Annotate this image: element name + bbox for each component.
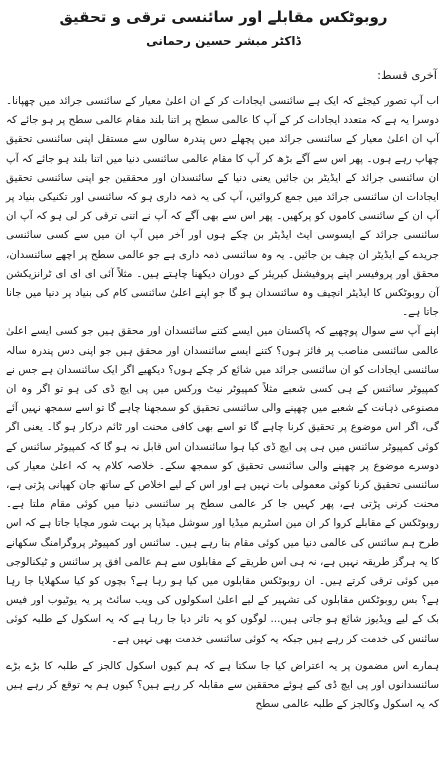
article-author: ڈاکٹر مبشر حسین رحمانی [146,34,301,48]
paragraph-1: اب آپ تصور کیجئے کہ ایک ہے سائنسی ایجادات کر کے ان اعلیٰ معیار کے سائنسی جرائد میں چھپانا۔ دوسرا یہ ہے کہ متعدد ایجادات کر کے آپ کا عالمی سطح پر اتنا بلند مقام عالمی سطح پر ہو جائے کہ آپ ان اعلیٰ معیار کے سائنسی جرائد میں پچھلے دس پندرہ سالوں سے مستقل اپنی سائنسی تحقیق چھاپ رہے ہوں۔ پھر اس سے آگے بڑھ کر آپ کا مقام عالمی سائنسی دنیا میں اتنا بلند ہو جائے کہ آپ ان سائنسی جرائد کے ایڈیٹر بن جائیں یعنی دنیا کے سائنسدان اور محققین جو اپنی سائنسی تحقیق ایجادات ان سائنسی جرائد میں جمع کروائیں، آپ کی یہ ذمہ داری ہو کہ سائنسی اور تکنیکی بنیاد پر آپ ان کے سائنسی کاموں کو پرکھیں۔ پھر اس سے بھی آگے کہ آپ نے اتنی ترقی کر لی ہو کہ آپ ان سائنسی جرائد کے ایسوسی ایٹ ایڈیٹر بن چکے ہوں اور آخر میں آپ ان میں سے کسی سائنسی جریدے کے ایڈیٹر ان چیف بن جائیں۔ یہ وہ سائنسی ذمہ داری ہے جو عالمی سطح پر اچھے سائنسدان، محقق اور پروفیسر اپنے پروفیشنل کیریئر کے دوران دیکھنا چاہتے ہیں۔ مثلاً آئی ای ای ای ٹرانزیکشن آن روبوٹکس کا ایڈیٹر انچیف وہ سائنسدان ہو گا جو اپنے اعلیٰ سائنسی کام کی بنیاد پر دنیا میں جانا جاتا ہے۔ [6,95,439,319]
article-body [6,92,439,715]
episode-label: آخری قسط: [377,68,437,82]
paragraph-3: ہمارے اس مضمون پر یہ اعتراض کیا جا سکتا ہے کہ ہم کیوں اسکول کالجز کے طلبہ کا بڑے بڑے سائنسدانوں اور پی ایچ ڈی کیے ہوئے محققین سے مقابلہ کر رہے ہیں؟ کیوں ہم یہ توقع کر رہے ہیں کہ یہ اسکول وکالجز کے طلبہ عالمی سطح [6,659,439,711]
paragraph-2: اپنے آپ سے سوال پوچھیے کہ پاکستان میں ایسے کتنے سائنسدان اور محقق ہیں جو کسی ایسے اعلیٰ عالمی سائنسی مناصب پر فائز ہوں؟ کتنے ایسے سائنسدان اور محقق ہیں جو اپنی دس پندرہ سالہ سائنسی ایجادات کو ان سائنسی جرائد میں شائع کر چکے ہوں؟ دیکھیے اگر ایک سائنسدان ہے جس نے کمپیوٹر سائنس کے ہی کسی شعبے مثلاً کمپیوٹر نیٹ ورکس میں پی ایچ ڈی کی ہو تو اگر وہ ان مصنوعی ذہانت کے شعبے میں چھپنے والی سائنسی تحقیق کو سمجھنا چاہے گا تو اسے سمجھ نہیں آئے گی، اگر اس موضوع پر تحقیق کرنا چاہے گا تو اسے بھی کافی محنت اور ٹائم درکار ہو گا۔ یعنی اگر کوئی کمپیوٹر سائنس میں ہی پی ایچ ڈی کیا ہوا سائنسدان اس قابل نہ ہو گا کہ کمپیوٹر سائنس کے دوسرے موضوع پر چھپنے والی سائنسی تحقیق کو سمجھ سکے۔ خلاصہ کلام یہ کہ اعلیٰ معیار کی سائنسی تحقیق کرنا کوئی معمولی بات نہیں ہے اور اس کے لیے اخلاص کے ساتھ جان کھپانی پڑتی ہے، محنت کرنی پڑتی ہے، پھر کہیں جا کر عالمی سطح پر سائنسی دنیا میں کوئی مقام ملتا ہے۔ روبوٹکس کے مقابلے کروا کر ان مین اسٹریم میڈیا اور سوشل میڈیا پر بہت شور مچایا جاتا ہے کہ اس طرح ہم سائنس کی عالمی دنیا میں کوئی مقام بنا رہے ہیں۔ سائنس اور کمپیوٹر پروگرامنگ سکھانے کا یہ ہرگز طریقہ نہیں ہے، نہ ہی اس طریقے کے مقابلوں سے ہم عالمی افق پر سائنس و ٹیکنالوجی میں کوئی ترقی کرتے ہیں۔ ان روبوٹکس مقابلوں میں کیا ہو رہا ہے؟ بچوں کو کیا سکھلایا جا رہا ہے؟ بس روبوٹکس مقابلوں کی تشہیر کے لیے اعلیٰ اسکولوں کی ویب سائٹ پر یہ یوٹیوب اور فیس بک کے لیے ویڈیوز شائع ہو جاتی ہیں... لوگوں کو یہ تاثر دیا جا رہا ہے کہ یہ اسکول کے طلبہ کوئی سائنس کی خدمت کر رہے ہیں جبکہ یہ کوئی سائنسی خدمت بھی نہیں ہے۔ [6,325,439,645]
paragraph-gap [6,649,439,657]
article-title: روبوٹکس مقابلے اور سائنسی ترقی و تحقیق [59,8,388,26]
